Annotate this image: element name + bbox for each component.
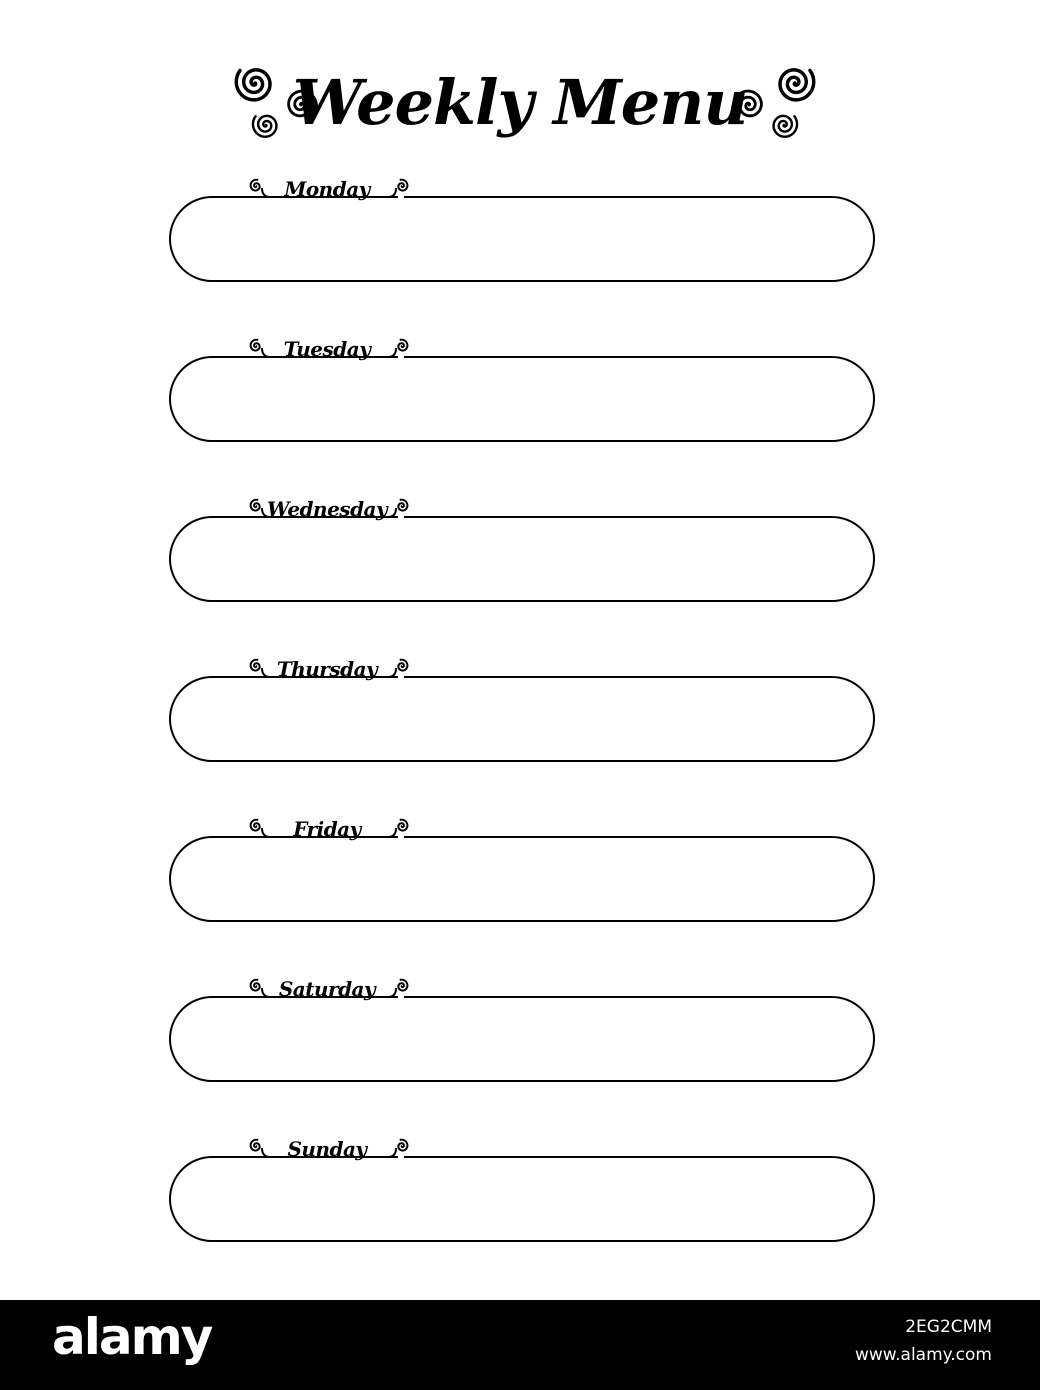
meal-input-friday[interactable]	[184, 845, 860, 919]
swirl-icon	[398, 660, 407, 671]
swirl-icon	[398, 180, 407, 191]
meal-input-tuesday[interactable]	[184, 365, 860, 439]
swirl-icon	[398, 820, 407, 831]
swirl-flourish-right-icon	[722, 55, 822, 145]
swirl-icon	[251, 660, 260, 671]
swirl-icon	[251, 180, 260, 191]
brand-logo: alamy	[52, 1308, 212, 1366]
watermark-bar	[0, 1300, 1040, 1390]
image-id: 2EG2CMM	[905, 1317, 992, 1337]
day-section-thursday	[172, 655, 874, 765]
day-section-tuesday	[172, 335, 874, 445]
day-section-saturday	[172, 975, 874, 1085]
day-section-wednesday	[172, 495, 874, 605]
swirl-tail	[388, 668, 396, 677]
swirl-icon	[251, 820, 260, 831]
day-label-saturday: Saturday	[278, 977, 376, 1001]
meal-input-saturday[interactable]	[184, 1005, 860, 1079]
swirl-icon	[251, 980, 260, 991]
day-section-sunday	[172, 1135, 874, 1245]
meal-input-sunday[interactable]	[184, 1165, 860, 1239]
day-label-tuesday: Tuesday	[283, 337, 371, 361]
swirl-tail	[388, 188, 396, 197]
day-label-sunday: Sunday	[287, 1137, 367, 1161]
site-url: www.alamy.com	[854, 1345, 992, 1365]
swirl-tail	[388, 1148, 396, 1157]
swirl-icon	[398, 500, 407, 511]
swirl-tail	[388, 348, 396, 357]
swirl-icon	[251, 340, 260, 351]
meal-input-thursday[interactable]	[184, 685, 860, 759]
swirl-tail	[388, 508, 396, 517]
header	[0, 55, 1040, 150]
page-title: Weekly Menu	[292, 66, 748, 139]
day-section-friday	[172, 815, 874, 925]
day-section-monday	[172, 175, 874, 285]
meal-input-monday[interactable]	[184, 205, 860, 279]
day-label-wednesday: Wednesday	[267, 497, 388, 521]
swirl-icon	[398, 340, 407, 351]
day-label-monday: Monday	[284, 177, 370, 201]
swirl-icon	[398, 1140, 407, 1151]
swirl-tail	[388, 988, 396, 997]
day-label-thursday: Thursday	[276, 657, 378, 681]
day-label-friday: Friday	[293, 817, 361, 841]
swirl-icon	[398, 980, 407, 991]
swirl-icon	[251, 1140, 260, 1151]
swirl-icon	[251, 500, 260, 511]
swirl-tail	[388, 828, 396, 837]
meal-input-wednesday[interactable]	[184, 525, 860, 599]
